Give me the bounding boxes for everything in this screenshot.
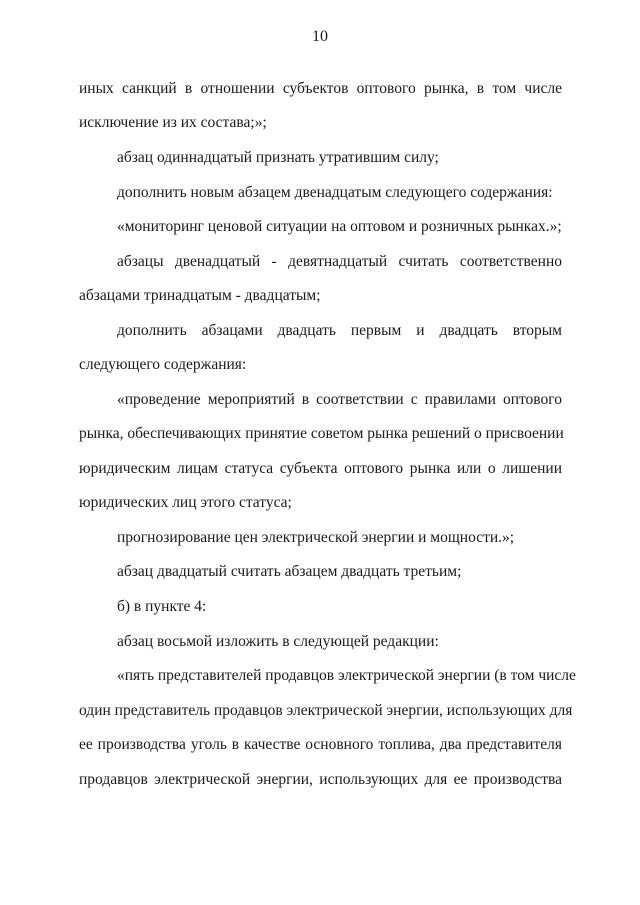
text-line: юридических лиц этого статуса; <box>79 494 292 511</box>
text-line: юридическим лицам статуса субъекта оптового рынка или о лишении <box>79 460 562 477</box>
text-line: один представитель продавцов электрической энергии, использующих для <box>79 702 573 719</box>
text-line: рынка, обеспечивающих принятие советом рынка решений о присвоении <box>79 425 564 442</box>
text-line: абзац одиннадцатый признать утратившим силу; <box>117 149 439 166</box>
text-line: «пять представителей продавцов электрической энергии (в том числе <box>117 667 576 684</box>
text-line: абзац восьмой изложить в следующей редакции: <box>117 633 439 650</box>
text-line: дополнить абзацами двадцать первым и двадцать вторым <box>117 322 562 339</box>
text-line: абзац двадцатый считать абзацем двадцать третьим; <box>117 563 462 580</box>
text-line: исключение из их состава;»; <box>79 114 267 131</box>
text-line: абзацами тринадцатым - двадцатым; <box>79 287 321 304</box>
text-line: б) в пункте 4: <box>117 598 207 615</box>
text-line: дополнить новым абзацем двенадцатым следующего содержания: <box>117 184 553 201</box>
text-line: иных санкций в отношении субъектов оптового рынка, в том числе <box>79 80 562 97</box>
text-line: следующего содержания: <box>79 356 247 373</box>
text-line: продавцов электрической энергии, использующих для ее производства <box>79 771 562 788</box>
page-number: 10 <box>312 28 328 45</box>
text-line: прогнозирование цен электрической энергии и мощности.»; <box>117 529 515 546</box>
text-line: «мониторинг ценовой ситуации на оптовом и розничных рынках.»; <box>117 218 562 235</box>
text-line: ее производства уголь в качестве основного топлива, два представителя <box>79 736 562 753</box>
text-line: «проведение мероприятий в соответствии с правилами оптового <box>117 391 562 408</box>
text-line: абзацы двенадцатый - девятнадцатый считать соответственно <box>117 253 562 270</box>
